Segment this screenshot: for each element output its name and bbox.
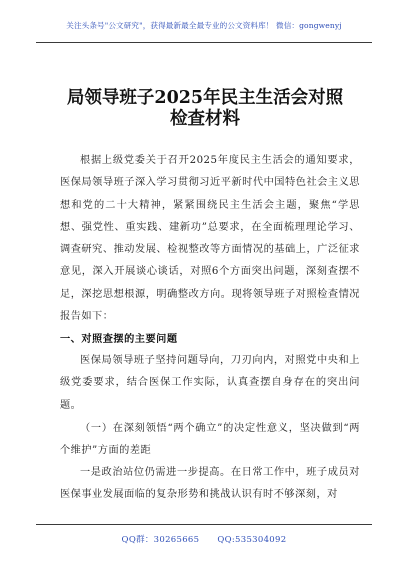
footer-qq-group: QQ群：30265665 — [121, 535, 200, 545]
header-divider — [36, 42, 372, 43]
section-heading-1: 一、对照查摆的主要问题 — [60, 333, 178, 345]
header-note: 关注头条号"公文研究"，获得最新最全最专业的公文资料库！ 微信：gongwenyj — [66, 21, 342, 30]
footer-qq: QQ:535304092 — [217, 535, 287, 545]
subsection-1-paragraph: 一是政治站位仍需进一步提高。在日常工作中，班子成员对医保事业发展面临的复杂形势和挑战认识有时不够深刻，对 — [60, 467, 360, 501]
footer — [0, 533, 408, 545]
section-1-paragraph: 医保局领导班子坚持问题导向，刀刃向内，对照党中央和上级党委要求，结合医保工作实际，认真查摆自身存在的突出问题。 — [60, 355, 360, 411]
subsection-heading-1: （一）在深刻领悟“两个确立”的决定性意义，坚决做到“两个维护”方面的差距 — [60, 423, 360, 457]
footer-divider — [36, 524, 372, 525]
document-title: 局领导班子2025年民主生活会对照检查材料 — [66, 88, 344, 129]
intro-paragraph: 根据上级党委关于召开2025年度民主生活会的通知要求，医保局领导班子深入学习贯彻习近平新时代中国特色社会主义思想和党的二十大精神，紧紧围绕民主生活会主题，聚焦“学思想、强党性、重实践、建新功”总要求，在全面梳理理论学习、调查研究、推动发展、检视整改等方面情况的基础上，广泛征求意见，深入开展谈心谈话，对照6个方面突出问题，深刻查摆不足，深挖思想根源，明确整改方向。现将领导班子对照检查情况报告如下： — [60, 155, 360, 323]
